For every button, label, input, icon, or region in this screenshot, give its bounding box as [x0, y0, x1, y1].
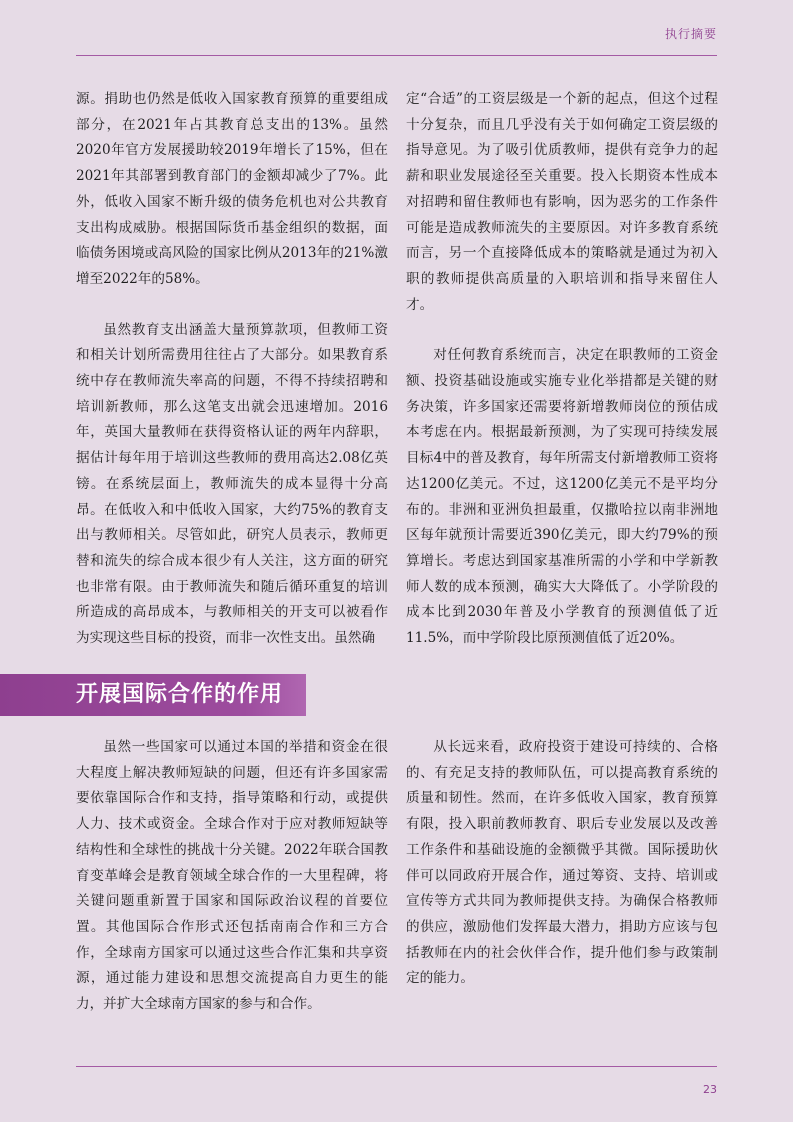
- right-column-bottom: [406, 735, 718, 992]
- paragraph: 虽然教育支出涵盖大量预算款项，但教师工资和相关计划所需费用往往占了大部分。如果教育系统中存在教师流失率高的问题，不得不持续招聘和培训新教师，那么这笔支出就会迅速增加。2016年，英国大量教师在获得资格认证的两年内辞职，据估计每年用于培训这些教师的费用高达2.08亿英镑。在系统层面上，教师流失的成本显得十分高昂。在低收入和中低收入国家，大约75%的教育支出与教师相关。尽管如此，研究人员表示，教师更替和流失的综合成本很少有人关注，这方面的研究也非常有限。由于教师流失和随后循环重复的培训所造成的高昂成本，与教师相关的开支可以被看作为实现这些目标的投资，而非一次性支出。虽然确: [76, 321, 388, 647]
- paragraph: 对任何教育系统而言，决定在职教师的工资金额、投资基础设施或实施专业化举措都是关键的财务决策，许多国家还需要将新增教师岗位的预估成本考虑在内。根据最新预测，为了实现可持续发展目标4中的普及教育，每年所需支付新增教师工资将达1200亿美元。不过，这1200亿美元不是平均分布的。非洲和亚洲负担最重，仅撒哈拉以南非洲地区每年就预计需要近390亿美元，即大约79%的预算增长。考虑达到国家基准所需的小学和中学新教师人数的成本预测，确实大大降低了。小学阶段的成本比到2030年普及小学教育的预测值低了近11.5%，而中学阶段比原预测值低了近20%。: [406, 347, 718, 647]
- left-column-top: [76, 87, 388, 652]
- right-column-top: [406, 87, 718, 652]
- running-header: 执行摘要: [664, 27, 717, 41]
- section-heading: 开展国际合作的作用: [76, 682, 284, 707]
- paragraph: 虽然一些国家可以通过本国的举措和资金在很大程度上解决教师短缺的问题，但还有许多国家需要依靠国际合作和支持，指导策略和行动，或提供人力、技术或资金。全球合作对于应对教师短缺等结构性和全球性的挑战十分关键。2022年联合国教育变革峰会是教育领域全球合作的一大里程碑，将关键问题重新置于国家和国际政治议程的首要位置。其他国际合作形式还包括南南合作和三方合作，全球南方国家可以通过这些合作汇集和共享资源，通过能力建设和思想交流提高自力更生的能力，并扩大全球南方国家的参与和合作。: [76, 739, 388, 1013]
- paragraph: 源。捐助也仍然是低收入国家教育预算的重要组成部分，在2021年占其教育总支出的13%。虽然2020年官方发展援助较2019年增长了15%，但在2021年其部署到教育部门的金额却减少了7%。此外，低收入国家不断升级的债务危机也对公共教育支出构成威胁。根据国际货币基金组织的数据，面临债务困境或高风险的国家比例从2013年的21%激增至2022年的58%。: [76, 91, 388, 287]
- paragraph: 定“合适”的工资层级是一个新的起点，但这个过程十分复杂，而且几乎没有关于如何确定工资层级的指导意见。为了吸引优质教师，提供有竞争力的起薪和职业发展途径至关重要。投入长期资本性成本对招聘和留住教师也有影响，因为恶劣的工作条件可能是造成教师流失的主要原因。对许多教育系统而言，另一个直接降低成本的策略就是通过为初入职的教师提供高质量的入职培训和指导来留住人才。: [406, 91, 718, 313]
- page-number: 23: [703, 1083, 717, 1096]
- header-divider: [76, 55, 717, 56]
- paragraph: 从长远来看，政府投资于建设可持续的、合格的、有充足支持的教师队伍，可以提高教育系统的质量和韧性。然而，在许多低收入国家，教育预算有限，投入职前教师教育、职后专业发展以及改善工作条件和基础设施的金额微乎其微。国际援助伙伴可以同政府开展合作，通过筹资、支持、培训或宣传等方式共同为教师提供支持。为确保合格教师的供应，激励他们发挥最大潜力，捐助方应该与包括教师在内的社会伙伴合作，提升他们参与政策制定的能力。: [406, 739, 718, 987]
- left-column-bottom: [76, 735, 388, 1018]
- footer-divider: [76, 1066, 717, 1067]
